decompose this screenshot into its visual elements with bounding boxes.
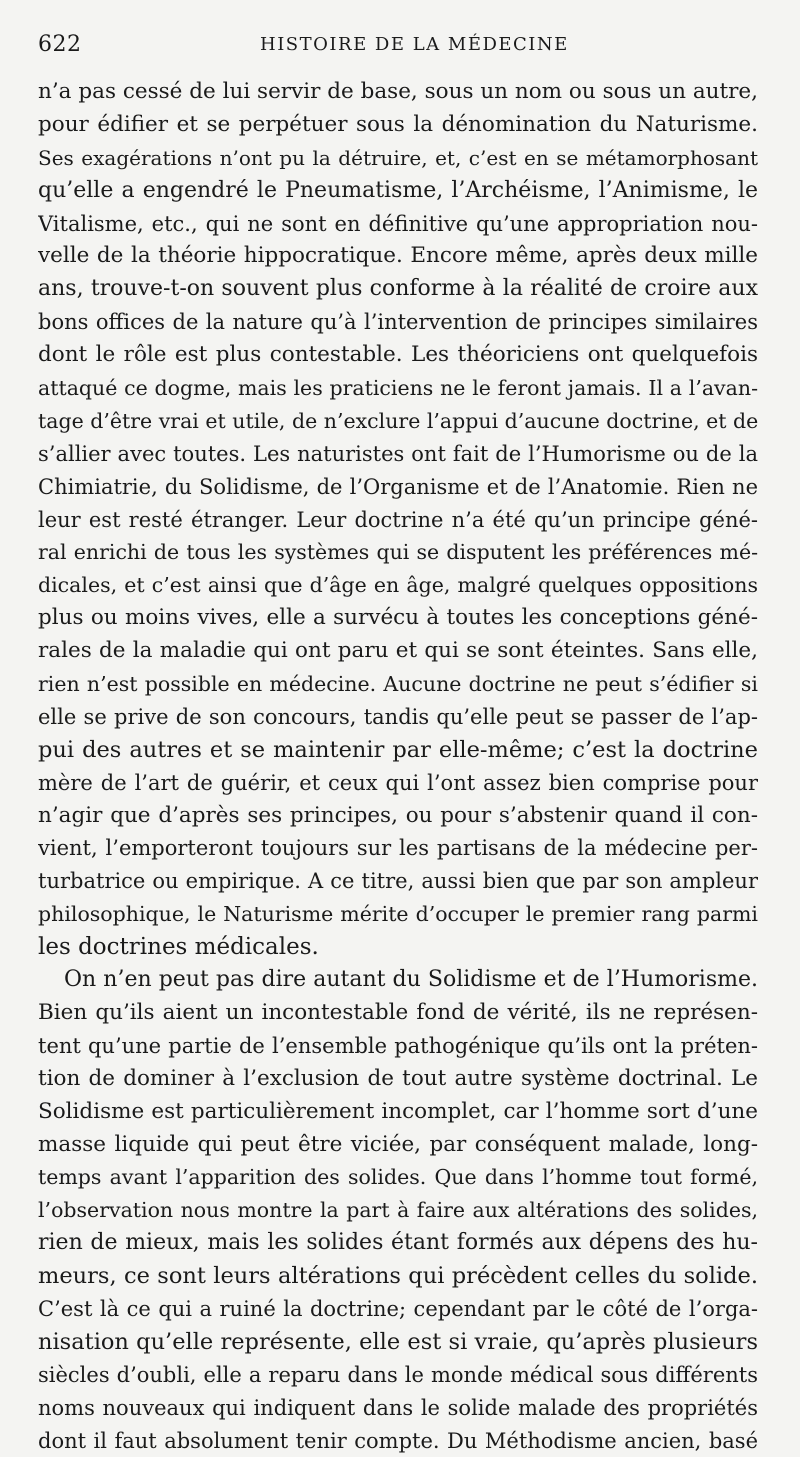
text-line: rien de mieux, mais les solides étant formés aux dépens des hu- [38, 1230, 758, 1256]
body-text [38, 76, 758, 1457]
text-line: dicales, et c’est ainsi que d’âge en âge, malgré quelques oppositions [38, 573, 758, 598]
text-line: Ses exagérations n’ont pu la détruire, et, c’est en se métamorphosant [38, 145, 758, 170]
text-line: velle de la théorie hippocratique. Encore même, après deux mille [38, 243, 758, 269]
text-line: dont il faut absolument tenir compte. Du Méthodisme ancien, basé [38, 1428, 758, 1453]
text-line: dont le rôle est plus contestable. Les théoriciens ont quelquefois [38, 342, 758, 368]
text-line: vient, l’emporteront toujours sur les partisans de la médecine per- [38, 836, 758, 861]
text-line: Bien qu’ils aient un incontestable fond de vérité, ils ne représen- [38, 999, 758, 1025]
text-line: pour édifier et se perpétuer sous la dénomination du Naturisme. [38, 111, 758, 137]
text-line: philosophique, le Naturisme mérite d’occuper le premier rang parmi [38, 902, 758, 927]
running-title: HISTOIRE DE LA MÉDECINE [260, 34, 569, 55]
text-line: On n’en peut pas dire autant du Solidisme et de l’Humorisme. [64, 967, 758, 993]
text-line: rien n’est possible en médecine. Aucune doctrine ne peut s’édifier si [38, 672, 758, 697]
page-number: 622 [38, 32, 82, 57]
text-line: temps avant l’apparition des solides. Que dans l’homme tout formé, [38, 1165, 758, 1190]
text-line: qu’elle a engendré le Pneumatisme, l’Archéisme, l’Animisme, le [38, 177, 758, 203]
text-line: plus ou moins vives, elle a survécu à toutes les conceptions géné- [38, 605, 758, 631]
text-line: C’est là ce qui a ruiné la doctrine; cependant par le côté de l’orga- [38, 1296, 758, 1321]
text-line: nisation qu’elle représente, elle est si vraie, qu’après plusieurs [38, 1328, 758, 1355]
text-line: elle se prive de son concours, tandis qu’elle peut se passer de l’ap- [38, 704, 758, 729]
text-line: s’allier avec toutes. Les naturistes ont fait de l’Humorisme ou de la [38, 441, 758, 466]
text-line: ans, trouve-t-on souvent plus conforme à la réalité de croire aux [38, 276, 758, 302]
text-line: leur est resté étranger. Leur doctrine n’a été qu’un principe géné- [38, 507, 758, 532]
text-line: bons offices de la nature qu’à l’intervention de principes similaires [38, 310, 758, 335]
text-line: n’a pas cessé de lui servir de base, sous un nom ou sous un autre, [38, 79, 758, 104]
text-line: pui des autres et se maintenir par elle-même; c’est la doctrine [38, 736, 758, 763]
text-line: mère de l’art de guérir, et ceux qui l’ont assez bien comprise pour [38, 770, 758, 795]
text-line: ral enrichi de tous les systèmes qui se disputent les préférences mé- [38, 540, 758, 565]
text-line: les doctrines médicales. [38, 934, 319, 961]
text-line: l’observation nous montre la part à faire aux altérations des solides, [38, 1198, 758, 1223]
text-line: tage d’être vrai et utile, de n’exclure l’appui d’aucune doctrine, et de [38, 408, 758, 433]
text-line: tion de dominer à l’exclusion de tout autre système doctrinal. Le [38, 1065, 758, 1091]
text-line: attaqué ce dogme, mais les praticiens ne le feront jamais. Il a l’avan- [38, 376, 758, 401]
text-line: rales de la maladie qui ont paru et qui se sont éteintes. Sans elle, [38, 638, 758, 664]
text-line: meurs, ce sont leurs altérations qui précèdent celles du solide. [38, 1263, 758, 1290]
text-line: noms nouveaux qui indiquent dans le solide malade des propriétés [38, 1395, 758, 1420]
text-line: n’agir que d’après ses principes, ou pour s’abstenir quand il con- [38, 802, 758, 828]
text-line: Vitalisme, etc., qui ne sont en définitive qu’une appropriation nou- [38, 211, 758, 236]
text-line: tent qu’une partie de l’ensemble pathogénique qu’ils ont la préten- [38, 1033, 758, 1058]
text-line: Solidisme est particulièrement incomplet, car l’homme sort d’une [38, 1098, 758, 1124]
text-line: turbatrice ou empirique. A ce titre, aussi bien que par son ampleur [38, 869, 758, 894]
text-line: siècles d’oubli, elle a reparu dans le monde médical sous différents [38, 1362, 758, 1387]
page-header [38, 32, 758, 62]
text-line: masse liquide qui peut être viciée, par conséquent malade, long- [38, 1131, 758, 1157]
text-line: Chimiatrie, du Solidisme, de l’Organisme et de l’Anatomie. Rien ne [38, 474, 758, 499]
